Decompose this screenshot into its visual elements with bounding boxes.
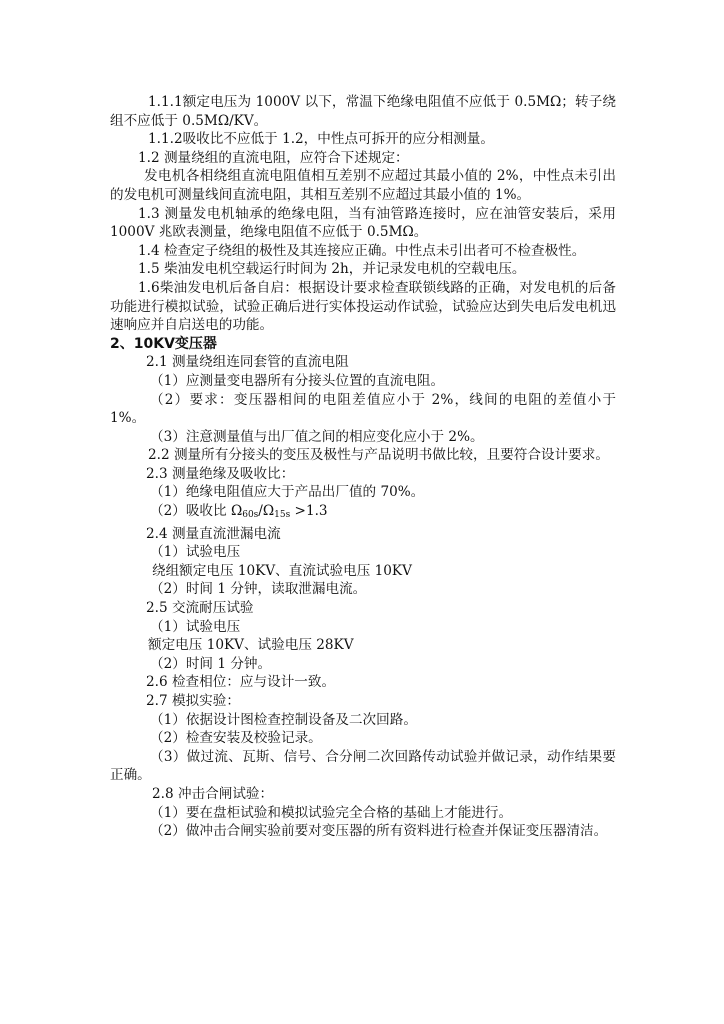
list-item: （2）时间 1 分钟，读取泄漏电流。: [150, 581, 367, 598]
list-item: （1）依据设计图检查控制设备及二次回路。: [150, 711, 417, 728]
absorption-ratio-line: [110, 502, 616, 525]
paragraph-2-1: 2.1 测量绕组连同套管的直流电阻: [146, 354, 349, 371]
document-body: [110, 93, 616, 841]
test-voltage-dc: 绕组额定电压 10KV、直流试验电压 10KV: [152, 562, 412, 579]
list-item: （1）试验电压: [150, 544, 241, 561]
paragraph-2-7: 2.7 模拟实验：: [146, 693, 240, 709]
paragraph-1-1-1: 1.1.1额定电压为 1000V 以下，常温下绝缘电阻值不应低于 0.5MΩ；转子绕组不应低于 0.5MΩ/KV。: [110, 94, 616, 129]
list-item: （3）做过流、瓦斯、信号、合分闸二次回路传动试验并做记录，动作结果要正确。: [110, 748, 616, 784]
list-item: （2）做冲击合闸实验前要对变压器的所有资料进行检查并保证变压器清洁。: [150, 823, 608, 840]
section-heading-transformer: 2、10KV变压器: [110, 335, 217, 352]
paragraph-2-8: 2.8 冲击合闸试验：: [152, 785, 274, 802]
test-voltage-ac: 额定电压 10KV、试验电压 28KV: [148, 637, 354, 654]
list-item: （1）绝缘电阻值应大于产品出厂值的 70%。: [150, 484, 425, 501]
list-item: （2）检查安装及校验记录。: [150, 730, 322, 747]
list-item: （2）要求：变压器相间的电阻差值应小于 2%，线间的电阻的差值小于 1%。: [110, 391, 616, 427]
paragraph-1-5: 1.5 柴油发电机空载运行时间为 2h，并记录发电机的空载电压。: [138, 261, 526, 278]
paragraph-2-6: 2.6 检查相位：应与设计一致。: [146, 674, 336, 691]
paragraph-1-2-body: 发电机各相绕组直流电阻值相互差别不应超过其最小值的 2%，中性点未引出的发电机可测量线间直流电阻，其相互差别不应超过其最小值的 1%。: [110, 168, 616, 203]
paragraph-1-4: 1.4 检查定子绕组的极性及其连接应正确。中性点未引出者可不检查极性。: [138, 242, 586, 259]
list-item: （1）应测量变电器所有分接头位置的直流电阻。: [150, 372, 445, 389]
paragraph-1-2: 1.2 测量绕组的直流电阻，应符合下述规定：: [138, 149, 409, 166]
paragraph-1-1-2: 1.1.2吸收比不应低于 1.2，中性点可拆开的应分相测量。: [148, 131, 494, 148]
subscript-60s: 60s: [242, 510, 259, 521]
list-item: （1）要在盘柜试验和模拟试验完全合格的基础上才能进行。: [150, 804, 513, 821]
paragraph-1-6: 1.6柴油发电机后备自启：根据设计要求检查联锁线路的正确，对发电机的后备功能进行模拟试验，试验正确后进行实体投运动作试验，试验应达到失电后发电机迅速响应并自启送电的功能。: [110, 279, 616, 334]
paragraph-2-2: 2.2 测量所有分接头的变压及极性与产品说明书做比较，且要符合设计要求。: [148, 447, 609, 464]
subscript-15s: 15s: [274, 510, 291, 521]
list-item: （1）试验电压: [150, 618, 241, 635]
absorption-ratio-prefix: （2）吸收比 Ω: [150, 503, 243, 520]
absorption-ratio-mid: /Ω: [258, 503, 275, 520]
paragraph-1-3: 1.3 测量发电机轴承的绝缘电阻，当有油管路连接时，应在油管安装后，采用 1000V 兆欧表测量，绝缘电阻值不应低于 0.5MΩ。: [110, 205, 616, 241]
list-item: （2）时间 1 分钟。: [150, 655, 272, 672]
paragraph-2-3: 2.3 测量绝缘及吸收比：: [146, 465, 295, 482]
list-item: （3）注意测量值与出厂值之间的相应变化应小于 2%。: [150, 428, 484, 445]
absorption-ratio-suffix: >1.3: [290, 503, 328, 520]
paragraph-2-5: 2.5 交流耐压试验: [146, 600, 254, 617]
paragraph-2-4: 2.4 测量直流泄漏电流: [146, 525, 281, 542]
